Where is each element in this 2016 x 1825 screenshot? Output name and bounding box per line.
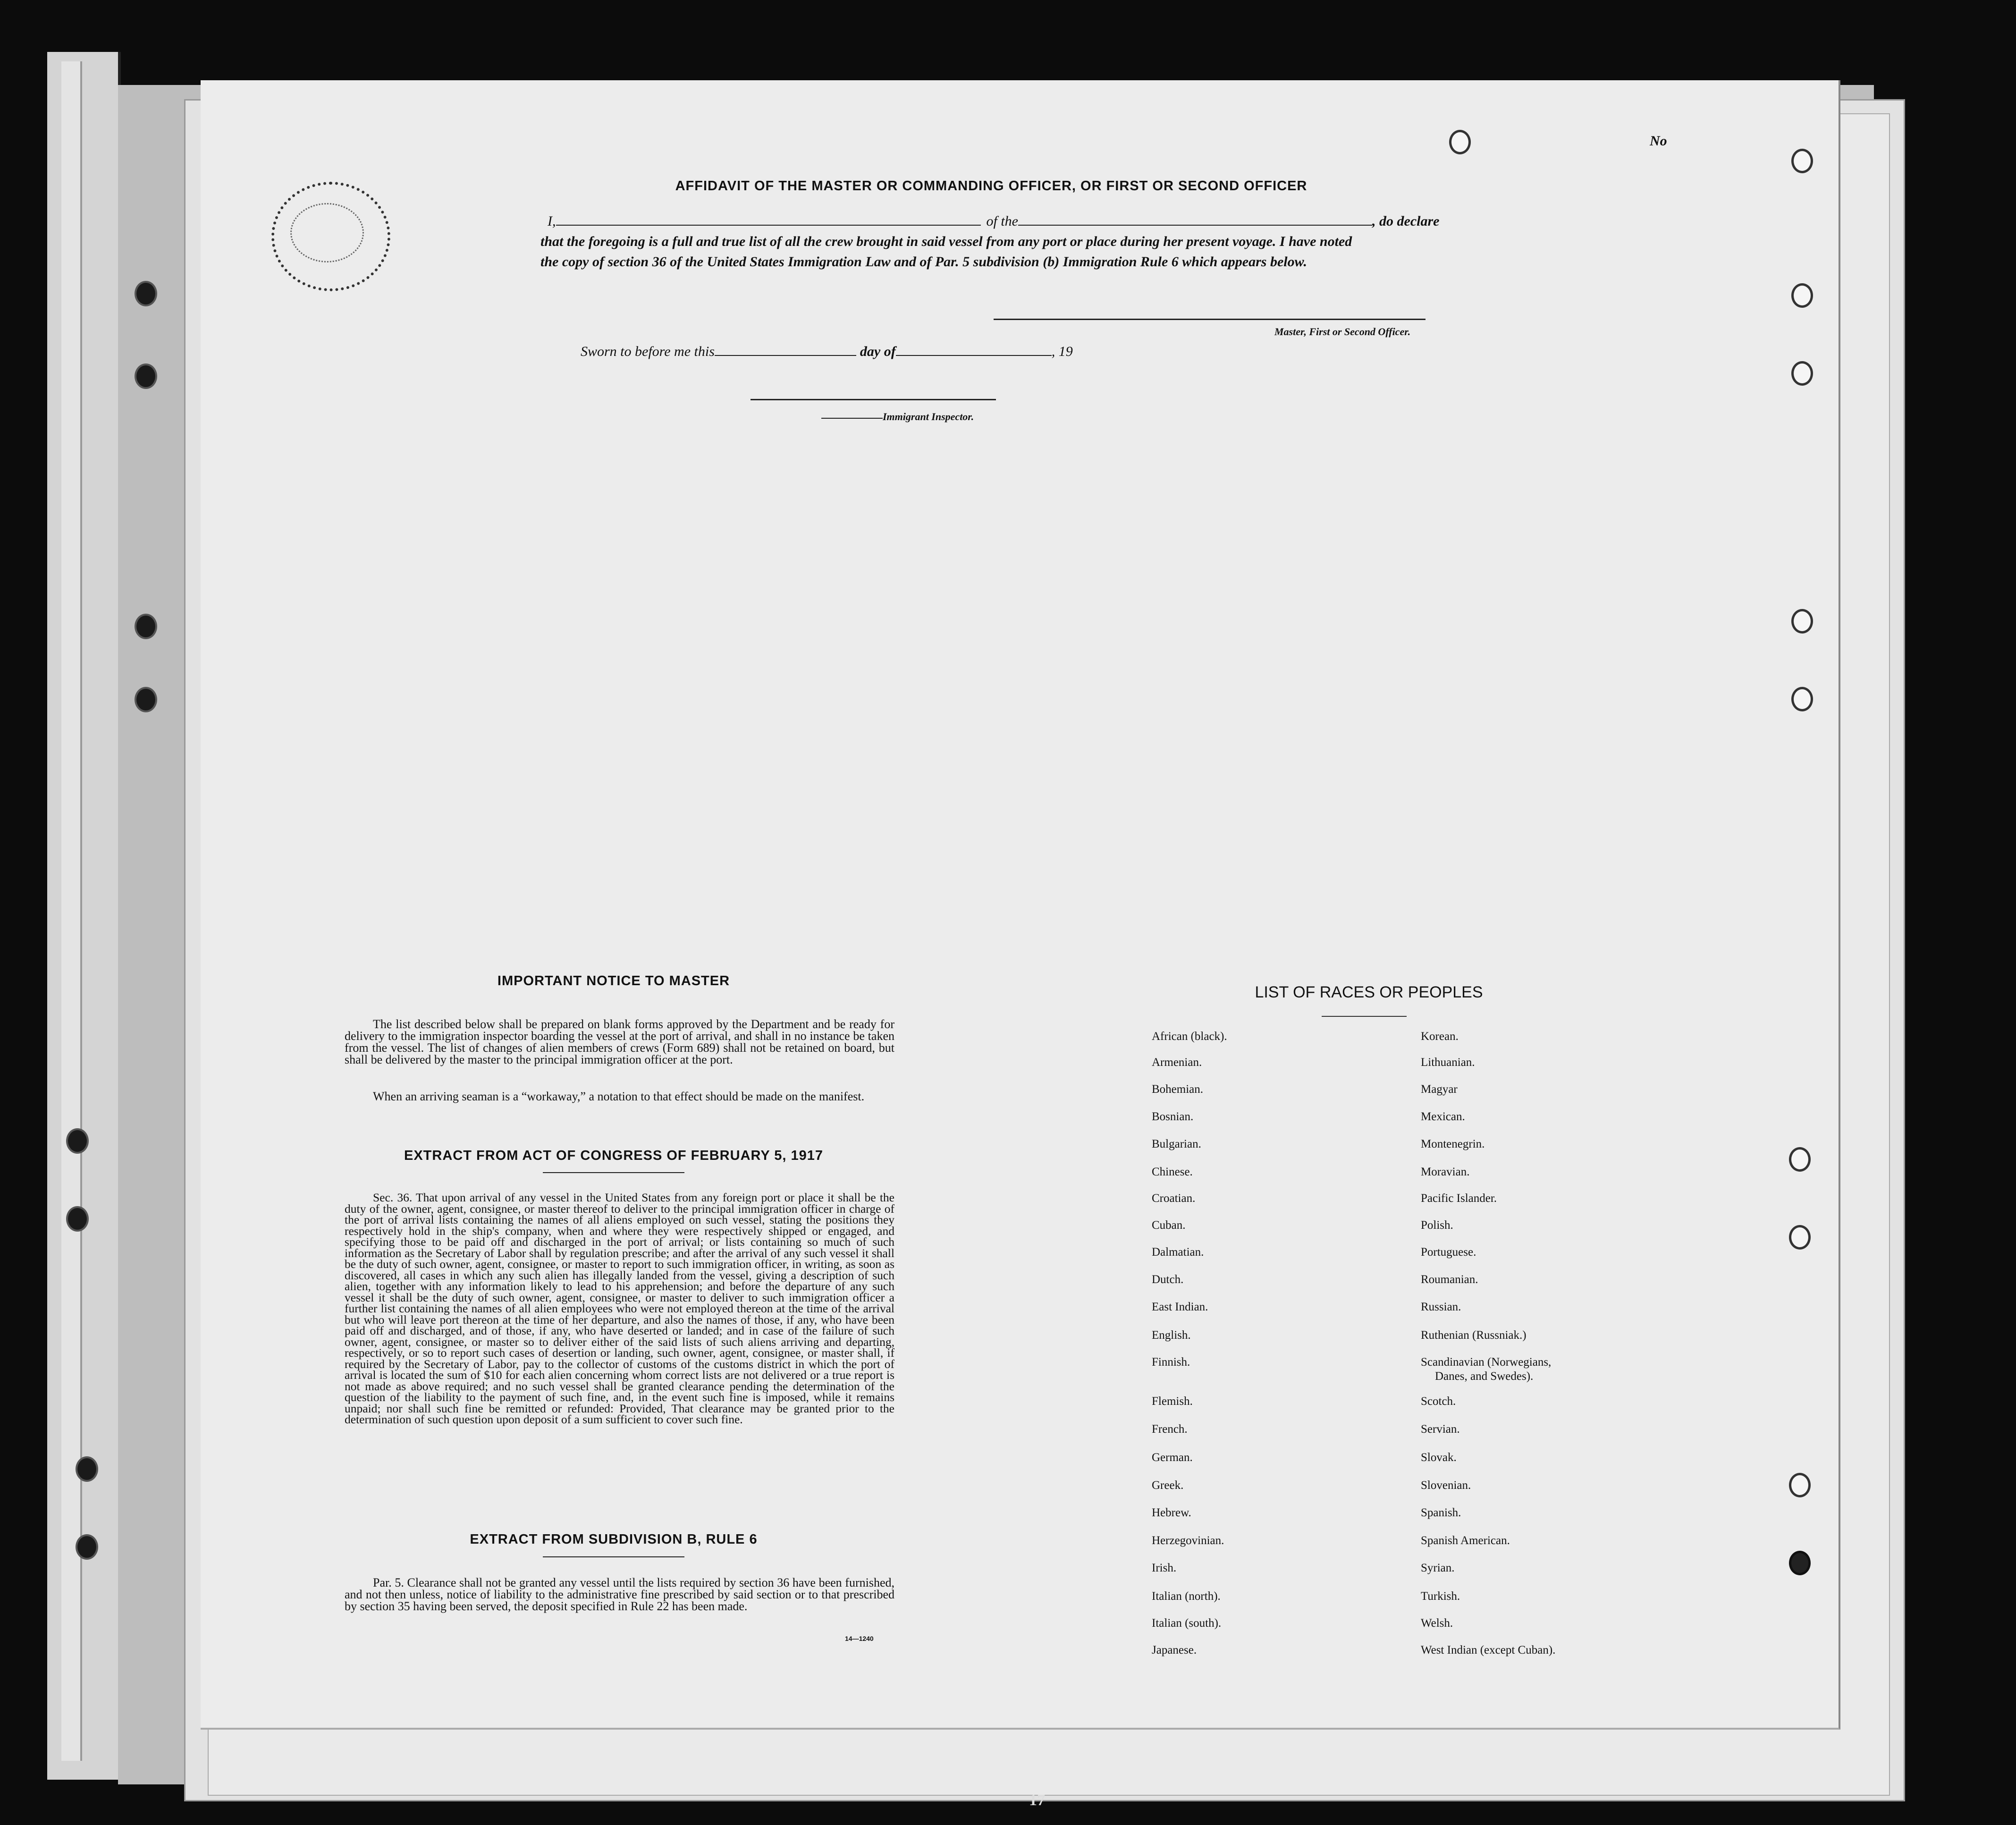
race-item: Cuban. (1152, 1219, 1186, 1232)
race-item: Italian (south). (1152, 1617, 1222, 1630)
race-item: African (black). (1152, 1030, 1227, 1043)
binder-peg (66, 1128, 89, 1154)
race-item: Finnish. (1152, 1356, 1190, 1369)
punch-hole (1789, 1225, 1811, 1250)
binder-peg (135, 687, 157, 712)
race-item: Danes, and Swedes). (1435, 1370, 1534, 1383)
race-item: Dutch. (1152, 1273, 1184, 1286)
race-item: Armenian. (1152, 1056, 1202, 1069)
notice-title: IMPORTANT NOTICE TO MASTER (497, 973, 730, 989)
act-extract-title: EXTRACT FROM ACT OF CONGRESS OF FEBRUARY 5, 1917 (404, 1148, 824, 1163)
race-item: Croatian. (1152, 1192, 1196, 1205)
vessel-blank (1018, 224, 1372, 226)
notice-paragraph-1 (345, 1018, 894, 1065)
race-item: Chinese. (1152, 1166, 1193, 1178)
affidavit-line-1 (548, 213, 1439, 229)
race-item: Spanish American. (1421, 1534, 1510, 1547)
punch-hole (1789, 1473, 1811, 1497)
footer-mark: 17 (1029, 1791, 1045, 1809)
race-item: Spanish. (1421, 1506, 1461, 1519)
year-label: , 19 (1051, 344, 1073, 359)
race-item: Japanese. (1152, 1644, 1197, 1656)
inspector-signature-line (751, 399, 996, 400)
race-item: French. (1152, 1423, 1188, 1436)
affidavit-line-3: the copy of section 36 of the United States Immigration Law and of Par. 5 subdivision (b) Immigration Rule 6 which appears below. (540, 254, 1307, 270)
rule-extract-body (345, 1577, 894, 1612)
race-item: Flemish. (1152, 1395, 1193, 1408)
name-blank (556, 224, 981, 226)
race-item: Welsh. (1421, 1617, 1453, 1630)
day-blank (715, 355, 856, 356)
i-label: I, (548, 213, 556, 229)
race-item: Slovak. (1421, 1451, 1457, 1464)
race-item: Moravian. (1421, 1166, 1470, 1178)
notice-paragraph-2 (345, 1090, 894, 1102)
punch-hole (1791, 687, 1813, 711)
punch-hole (1791, 283, 1813, 308)
sworn-label: Sworn to before me this (581, 344, 715, 359)
race-item: Irish. (1152, 1562, 1177, 1574)
race-item: Dalmatian. (1152, 1246, 1204, 1259)
races-title-rule (1322, 1016, 1407, 1017)
race-item: Hebrew. (1152, 1506, 1191, 1519)
rule-title-rule (543, 1556, 684, 1557)
punch-hole (1449, 130, 1471, 154)
day-of-label: day of (860, 344, 896, 359)
binder-peg (135, 281, 157, 306)
act-extract-text: Sec. 36. That upon arrival of any vessel in the United States from any foreign port or place it shall be the duty of the owner, agent, consignee, or master thereof to deliver to the principal immigration officer in charge of the port of arrival lists containing the names of all aliens employed on such vessel, stating the positions they respectively hold in the ship's company, when and where they were respectively shipped or engaged, and specifying those to be paid off and discharged in the port of arrival; or lists containing so much of such information as the Secretary of Labor shall by regulation prescribe; and after the arrival of any such vessel it shall be the duty of such owner, agent, consignee, or master to report to such immigration officer, in writing, as soon as discovered, all cases in which any such alien has illegally landed from the vessel, giving a description of such alien, together with any information likely to lead to his apprehension; and before the departure of any such vessel it shall be the duty of such owner, agent, consignee, or master to deliver to such immigration officer a further list containing the names of all alien employees who were not employed thereon at the time of the arrival but who will leave port thereon at the time of her departure, and also the names of those, if any, who have been paid off and discharged, and of those, if any, who have deserted or landed; and in case of the failure of such owner, agent, consignee, or master so to deliver either of the said lists of such aliens arriving and departing, respectively, or so to report such cases of desertion or landing, such owner, agent, consignee, or master shall, if required by the Secretary of Labor, pay to the collector of customs of the customs district in which the port of arrival is located the sum of $10 for each alien concerning whom correct lists are not delivered or a true report is not made as above required; and no such vessel shall be granted clearance pending the determination of the question of the liability to the payment of such fine, and, in the event such fine is imposed, while it remains unpaid; nor shall such fine be remitted or refunded: Provided, That clearance may be granted prior to the determination of such question upon deposit of a sum sufficient to cover such fine. (345, 1191, 894, 1426)
of-the-label: of the (986, 213, 1018, 229)
binder-strip (47, 52, 121, 1780)
race-item: Bosnian. (1152, 1110, 1194, 1123)
race-item: Scotch. (1421, 1395, 1456, 1408)
sworn-line (581, 344, 1073, 360)
race-item: Polish. (1421, 1219, 1453, 1232)
race-item: Syrian. (1421, 1562, 1455, 1574)
race-item: Greek. (1152, 1479, 1184, 1492)
punch-hole (1789, 1147, 1811, 1172)
binder-peg (135, 363, 157, 389)
race-item: Servian. (1421, 1423, 1460, 1436)
race-item: Lithuanian. (1421, 1056, 1475, 1069)
race-item: Russian. (1421, 1301, 1461, 1313)
month-blank (896, 355, 1052, 356)
race-item: Scandinavian (Norwegians, (1421, 1356, 1552, 1369)
race-item: Mexican. (1421, 1110, 1465, 1123)
punch-hole (1789, 1551, 1811, 1575)
punch-hole (1791, 361, 1813, 386)
form-number: 14—1240 (845, 1635, 874, 1642)
punch-hole (1791, 609, 1813, 634)
notice-paragraph-2-text: When an arriving seaman is a “workaway,” a notation to that effect should be made on the manifest. (373, 1090, 865, 1103)
inspector-dash (821, 418, 883, 419)
race-item: Korean. (1421, 1030, 1459, 1043)
affidavit-title: AFFIDAVIT OF THE MASTER OR COMMANDING OFFICER, OR FIRST OR SECOND OFFICER (675, 178, 1307, 194)
race-item: Italian (north). (1152, 1590, 1221, 1603)
binder-peg (66, 1206, 89, 1232)
number-mark: No (1650, 133, 1667, 149)
race-item: Portuguese. (1421, 1246, 1476, 1259)
binder-edge (61, 61, 82, 1761)
inspector-caption: Immigrant Inspector. (883, 411, 974, 422)
binder-peg (135, 614, 157, 639)
races-title: LIST OF RACES OR PEOPLES (1255, 983, 1483, 1001)
signature-line (994, 319, 1426, 320)
race-item: Bohemian. (1152, 1083, 1204, 1096)
race-item: Pacific Islander. (1421, 1192, 1497, 1205)
binder-peg (76, 1456, 98, 1482)
act-title-rule (543, 1172, 684, 1173)
punch-hole (1791, 149, 1813, 173)
race-item: Magyar (1421, 1083, 1458, 1096)
act-extract-body (345, 1192, 894, 1425)
race-item: West Indian (except Cuban). (1421, 1644, 1556, 1656)
race-item: Herzegovinian. (1152, 1534, 1224, 1547)
race-item: German. (1152, 1451, 1193, 1464)
affidavit-line-2: that the foregoing is a full and true list of all the crew brought in said vessel from any port or place during her present voyage. I have noted (540, 234, 1352, 249)
do-declare-label: , do declare (1372, 213, 1440, 229)
race-item: Bulgarian. (1152, 1138, 1201, 1150)
race-item: Roumanian. (1421, 1273, 1478, 1286)
race-item: East Indian. (1152, 1301, 1208, 1313)
notice-paragraph-1-text: The list described below shall be prepared on blank forms approved by the Department and be ready for delivery to the immigration inspector boarding the vessel at the port of arrival, and shall in no instance be taken from the vessel. The list of changes of alien members of crews (Form 689) shall not be retained on board, but shall be delivered by the master to the principal immigration officer at the port. (345, 1017, 894, 1066)
race-item: Slovenian. (1421, 1479, 1471, 1492)
race-item: Ruthenian (Russniak.) (1421, 1329, 1527, 1342)
binder-peg (76, 1534, 98, 1560)
rule-extract-text: Par. 5. Clearance shall not be granted any vessel until the lists required by section 36 have been furnished, and not then unless, notice of liability to the administrative fine prescribed by said section or to that prescribed by section 35 having been served, the deposit specified in Rule 22 has been made. (345, 1576, 894, 1613)
rule-extract-title: EXTRACT FROM SUBDIVISION B, RULE 6 (470, 1532, 758, 1547)
race-item: Montenegrin. (1421, 1138, 1485, 1150)
race-item: Turkish. (1421, 1590, 1460, 1603)
race-item: English. (1152, 1329, 1191, 1342)
manifest-page (201, 80, 1840, 1730)
ink-stamp-inner (290, 203, 364, 262)
signature-caption: Master, First or Second Officer. (1274, 326, 1411, 338)
